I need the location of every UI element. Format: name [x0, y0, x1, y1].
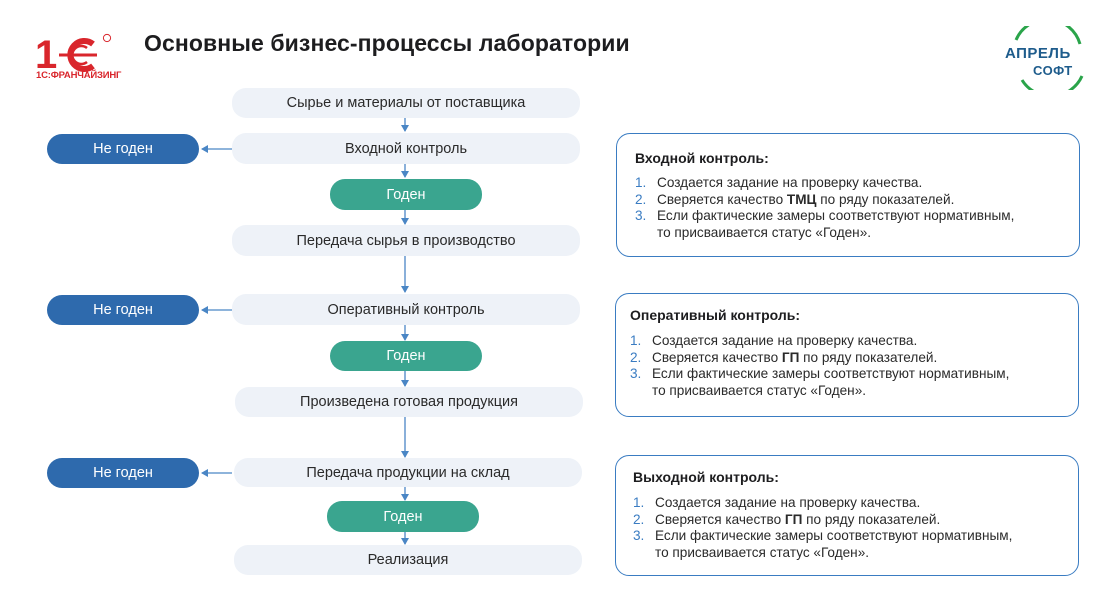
panel-output-control	[615, 455, 1079, 576]
page-title: Основные бизнес-процессы лаборатории	[144, 30, 630, 56]
panel-incoming-control	[616, 133, 1080, 257]
list-item: 2. Сверяется качество ГП по ряду показателей.	[630, 349, 938, 365]
panel-list	[635, 175, 1055, 241]
step-transfer-to-production: Передача сырья в производство	[232, 225, 580, 256]
panel-list	[633, 495, 1053, 561]
panel-title: Оперативный контроль:	[630, 307, 801, 323]
panel-title: Выходной контроль:	[633, 469, 779, 485]
step-operational-control: Оперативный контроль	[232, 294, 580, 325]
svg-text:1: 1	[35, 33, 58, 77]
status-good-2: Годен	[330, 341, 482, 371]
step-incoming-control: Входной контроль	[232, 133, 580, 164]
list-item: 2. Сверяется качество ГП по ряду показателей.	[633, 511, 941, 527]
step-transfer-to-warehouse: Передача продукции на склад	[234, 458, 582, 487]
list-item: 1. Создается задание на проверку качества.	[630, 333, 918, 348]
list-item: 3. Если фактические замеры соответствуют нормативным, то присваивается статус «Годен».	[633, 528, 1013, 560]
list-item: 2. Сверяется качество ТМЦ по ряду показателей.	[635, 191, 955, 207]
panel-list	[630, 333, 1050, 399]
list-item: 1. Создается задание на проверку качества.	[633, 495, 921, 510]
step-finished-product: Произведена готовая продукция	[235, 387, 583, 417]
status-good-1: Годен	[330, 179, 482, 210]
status-not-good-3: Не годен	[47, 458, 199, 488]
step-sale: Реализация	[234, 545, 582, 575]
logo-april-line2: СОФТ	[1033, 63, 1073, 78]
status-not-good-1: Не годен	[47, 134, 199, 164]
panel-title: Входной контроль:	[635, 150, 769, 166]
list-item: 3. Если фактические замеры соответствуют нормативным, то присваивается статус «Годен».	[635, 208, 1015, 240]
list-item: 1. Создается задание на проверку качества.	[635, 175, 923, 190]
panel-operational-control	[615, 293, 1079, 417]
status-not-good-2: Не годен	[47, 295, 199, 325]
logo-april-line1: АПРЕЛЬ	[1005, 45, 1071, 62]
step-raw-materials: Сырье и материалы от поставщика	[232, 88, 580, 118]
list-item: 3. Если фактические замеры соответствуют нормативным, то присваивается статус «Годен».	[630, 366, 1010, 398]
logo-1c-caption: 1С:ФРАНЧАЙЗИНГ	[36, 70, 122, 81]
status-good-3: Годен	[327, 501, 479, 532]
